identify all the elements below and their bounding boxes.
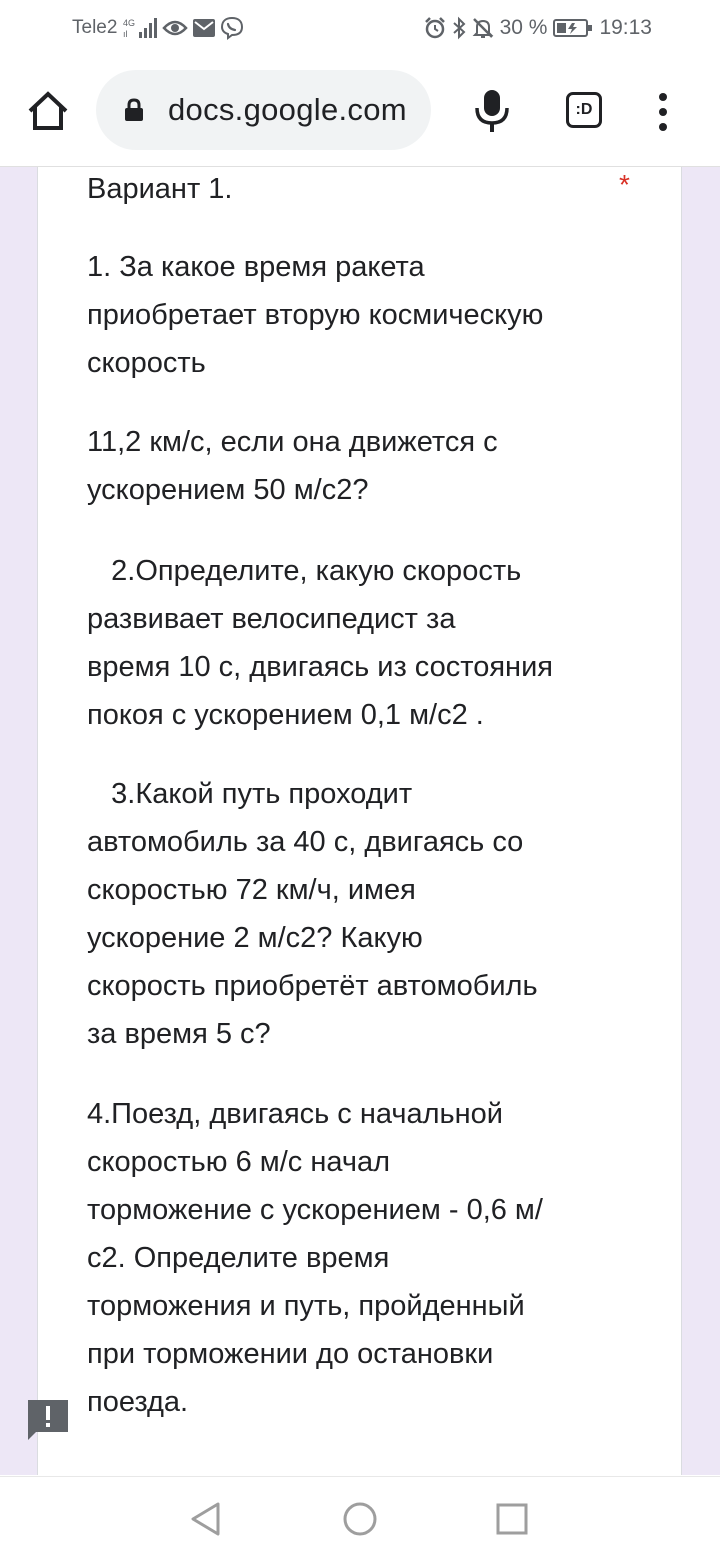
eye-icon	[163, 19, 187, 37]
feedback-icon[interactable]	[28, 1400, 68, 1440]
back-icon[interactable]	[188, 1501, 224, 1537]
question-paragraph-1: 1. За какое время ракета приобретает вторую космическую скорость	[87, 251, 544, 379]
viber-icon	[221, 17, 243, 39]
bluetooth-icon	[452, 17, 466, 39]
lock-icon	[124, 98, 144, 122]
recents-icon[interactable]	[494, 1501, 530, 1537]
question-paragraph-4: 3.Какой путь проходит автомобиль за 40 с, двигаясь со скоростью 72 км/ч, имея ускорение 2 м/с2? Какую скорость приобретёт автомобиль за время 5 с?	[87, 778, 538, 1050]
browser-toolbar	[0, 56, 720, 167]
question-title: Вариант 1.	[87, 173, 233, 205]
battery-charging-icon	[553, 18, 593, 38]
status-left	[72, 14, 243, 42]
mute-icon	[472, 17, 494, 39]
home-circle-icon[interactable]	[342, 1501, 378, 1537]
extension-icon[interactable]: :D	[566, 92, 602, 128]
network-4g-icon	[123, 17, 136, 39]
mail-icon	[193, 19, 215, 37]
question-paragraph-5: 4.Поезд, двигаясь с начальной скоростью 6 м/с начал торможение с ускорением - 0,6 м/ с2. Определите время торможения и путь, пройденный при торможении до остановки поезда.	[87, 1098, 543, 1418]
mic-icon[interactable]	[470, 88, 514, 134]
status-right	[424, 14, 652, 42]
battery-percent: 30 %	[499, 16, 548, 39]
more-vert-icon[interactable]	[652, 92, 674, 132]
svg-text:4G: 4G	[123, 18, 136, 28]
status-bar	[0, 0, 720, 56]
system-nav-bar	[0, 1476, 720, 1561]
form-page	[0, 167, 720, 1475]
home-icon[interactable]	[26, 89, 70, 133]
url-text: docs.google.com	[168, 92, 407, 127]
question-paragraph-2: 11,2 км/с, если она движется с ускорением 50 м/с2?	[87, 426, 498, 506]
carrier-name: Tele2	[72, 17, 118, 38]
question-card	[37, 167, 682, 1475]
required-asterisk: *	[619, 169, 630, 200]
signal-icon	[139, 18, 157, 38]
clock: 19:13	[599, 16, 652, 39]
alarm-icon	[424, 17, 446, 39]
question-paragraph-3: 2.Определите, какую скорость развивает велосипедист за время 10 с, двигаясь из состояния покоя с ускорением 0,1 м/с2 .	[87, 555, 553, 731]
url-bar[interactable]	[96, 70, 431, 150]
svg-text:ıl: ıl	[123, 29, 128, 39]
